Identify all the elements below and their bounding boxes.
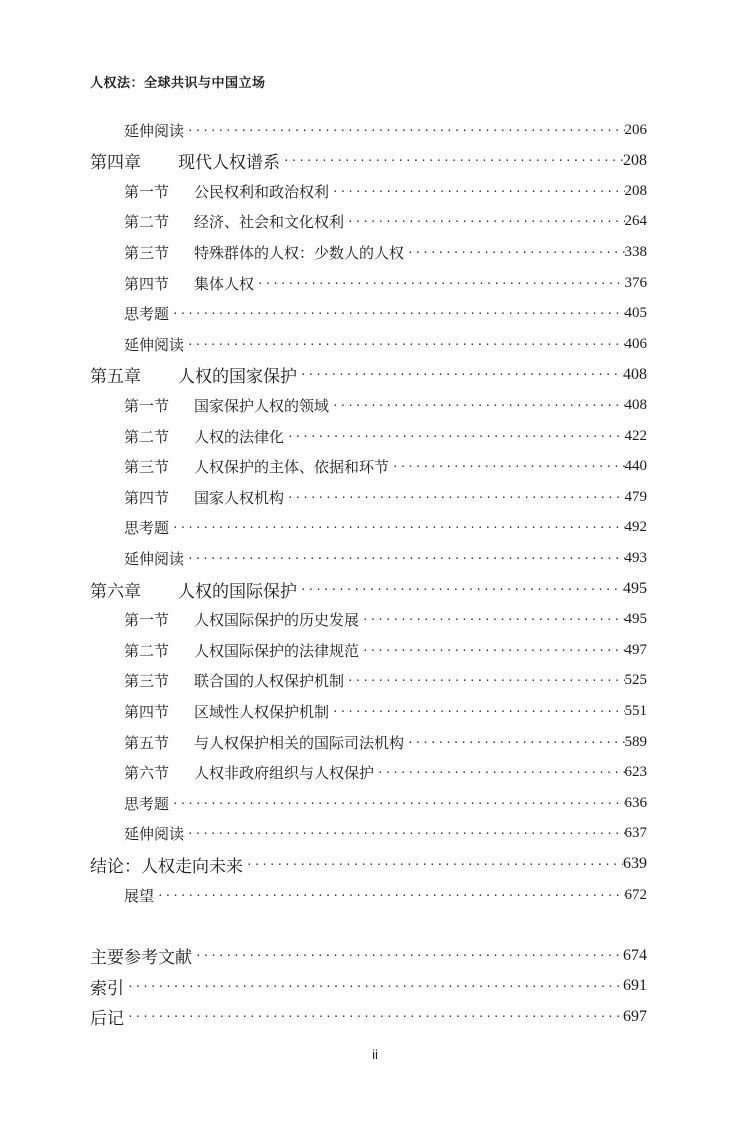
toc-entry-text: 特殊群体的人权：少数人的人权 xyxy=(194,243,405,262)
toc-page-number: 440 xyxy=(624,458,647,475)
dot-leader xyxy=(184,124,624,137)
page-number: ii xyxy=(372,1047,378,1062)
toc-entry-text: 国家保护人权的领域 xyxy=(194,396,330,415)
toc-entry-number: 第二节 xyxy=(124,641,170,660)
toc-entry-text: 思考题 xyxy=(124,794,170,813)
dot-leader xyxy=(169,521,624,534)
toc-page-number: 406 xyxy=(624,335,647,352)
toc-entry-title xyxy=(124,487,284,508)
toc-page-number: 206 xyxy=(624,121,647,138)
toc-entry-title xyxy=(124,793,169,814)
toc-section-entry xyxy=(124,482,647,512)
toc-entry-title xyxy=(124,456,389,477)
toc-entry-text: 延伸阅读 xyxy=(124,121,185,140)
toc-entry-title xyxy=(90,1004,124,1029)
toc-entry-title xyxy=(90,362,297,387)
toc-page-number: 495 xyxy=(623,580,647,597)
toc-entry-number: 第一节 xyxy=(124,611,170,630)
toc-chapter-entry xyxy=(90,849,647,879)
dot-leader xyxy=(359,613,624,626)
toc-entry-number: 第二节 xyxy=(124,427,170,446)
toc-entry-title xyxy=(124,517,169,538)
toc-section-entry xyxy=(124,207,647,237)
toc-page-number: 551 xyxy=(624,702,647,719)
toc-entry-title xyxy=(124,732,404,753)
toc-section-entry xyxy=(124,605,647,635)
toc-section-entry xyxy=(124,819,647,849)
toc-entry-title xyxy=(124,885,154,906)
toc-entry-number: 第三节 xyxy=(124,672,170,691)
toc-entry-title xyxy=(90,943,192,968)
toc-section-entry xyxy=(124,696,647,726)
toc-entry-title xyxy=(90,974,124,999)
toc-page-number: 264 xyxy=(624,213,647,230)
toc-page-number: 636 xyxy=(624,794,647,811)
toc-entry-title xyxy=(124,120,184,141)
dot-leader xyxy=(284,491,624,504)
dot-leader xyxy=(329,705,624,718)
toc-section-entry xyxy=(124,635,647,665)
toc-entry-text: 公民权利和政治权利 xyxy=(194,182,330,201)
toc-section-entry xyxy=(124,299,647,329)
dot-leader xyxy=(389,460,624,473)
dot-leader xyxy=(169,797,624,810)
toc-entry-title xyxy=(124,762,374,783)
toc-entry-title xyxy=(90,148,280,173)
dot-leader xyxy=(280,154,623,167)
dot-leader xyxy=(404,246,624,259)
toc-section-entry xyxy=(124,513,647,543)
toc-entry-number: 第四节 xyxy=(124,274,170,293)
dot-leader xyxy=(374,766,624,779)
toc-entry-title xyxy=(124,548,184,569)
toc-entry-title xyxy=(124,609,359,630)
toc-entry-text: 延伸阅读 xyxy=(124,549,185,568)
toc-entry-title xyxy=(124,823,184,844)
toc-page-number: 408 xyxy=(623,365,647,383)
dot-leader xyxy=(184,338,624,351)
toc-section-entry xyxy=(124,390,647,420)
toc-page-number: 495 xyxy=(624,611,647,628)
toc-entry-text: 展望 xyxy=(124,886,155,905)
dot-leader xyxy=(184,552,624,565)
toc-entry-text: 后记 xyxy=(90,1009,124,1030)
dot-leader xyxy=(184,827,624,840)
toc-entry-number: 第四节 xyxy=(124,488,170,507)
toc-entry-title xyxy=(90,577,297,602)
toc-entry-text: 人权国际保护的法律规范 xyxy=(194,641,360,660)
toc-entry-title xyxy=(124,334,184,355)
toc-page-number: 208 xyxy=(624,182,647,199)
toc-entry-text: 延伸阅读 xyxy=(124,335,185,354)
toc-entry-number: 第四章 xyxy=(90,153,141,174)
toc-section-entry xyxy=(124,237,647,267)
toc-page-number: 376 xyxy=(624,274,647,291)
toc-entry-text: 人权的国家保护 xyxy=(178,367,297,388)
toc-entry-text: 主要参考文献 xyxy=(90,948,192,969)
dot-leader xyxy=(297,368,623,381)
toc-entry-number: 第三节 xyxy=(124,243,170,262)
toc-section-entry xyxy=(124,666,647,696)
dot-leader xyxy=(124,980,623,993)
toc-section-entry xyxy=(124,543,647,573)
toc-entry-title xyxy=(124,242,404,263)
toc-section-entry xyxy=(124,329,647,359)
toc-entry-number: 第四节 xyxy=(124,702,170,721)
toc-entry-title xyxy=(124,395,329,416)
toc-entry-text: 索引 xyxy=(90,978,124,999)
toc-section-entry xyxy=(124,421,647,451)
toc-page-number: 637 xyxy=(624,825,647,842)
toc-page-number: 408 xyxy=(624,396,647,413)
dot-leader xyxy=(329,399,624,412)
dot-leader xyxy=(284,430,624,443)
toc-chapter-entry xyxy=(90,574,647,604)
toc-entry-text: 现代人权谱系 xyxy=(178,153,280,174)
toc-entry-text: 区域性人权保护机制 xyxy=(194,702,330,721)
toc-entry-title xyxy=(124,211,344,232)
toc-entry-text: 与人权保护相关的国际司法机构 xyxy=(194,733,405,752)
toc-entry-number: 第五章 xyxy=(90,367,141,388)
toc-entry-text: 人权的法律化 xyxy=(194,427,285,446)
toc-entry-text: 结论：人权走向未来 xyxy=(90,856,243,877)
toc-entry-number: 第一节 xyxy=(124,182,170,201)
toc-page-number: 479 xyxy=(624,488,647,505)
toc-section-entry xyxy=(124,452,647,482)
toc-entry-title xyxy=(124,670,344,691)
toc-entry-text: 经济、社会和文化权利 xyxy=(194,213,345,232)
toc-section-entry xyxy=(124,115,647,145)
toc-page-number: 338 xyxy=(624,243,647,260)
toc-entry-title xyxy=(124,273,254,294)
toc-entry-number: 第六章 xyxy=(90,581,141,602)
toc-entry-text: 人权的国际保护 xyxy=(178,581,297,602)
dot-leader xyxy=(404,736,624,749)
toc-section-entry xyxy=(124,176,647,206)
dot-leader xyxy=(359,644,624,657)
toc-page-number: 208 xyxy=(623,151,647,169)
toc-entry-text: 人权国际保护的历史发展 xyxy=(194,611,360,630)
toc-entry-number: 第二节 xyxy=(124,213,170,232)
toc-entry-title xyxy=(124,640,359,661)
toc-page-number: 589 xyxy=(624,733,647,750)
toc-backmatter-entry xyxy=(90,1002,647,1032)
toc-section-entry xyxy=(124,788,647,818)
toc-entry-text: 集体人权 xyxy=(194,274,255,293)
toc-chapter-entry xyxy=(90,360,647,390)
toc-entry-text: 思考题 xyxy=(124,519,170,538)
toc-entry-title xyxy=(124,303,169,324)
toc-entry-title xyxy=(124,701,329,722)
toc-entry-title xyxy=(90,852,243,877)
toc-entry-title xyxy=(124,426,284,447)
dot-leader xyxy=(192,949,623,962)
dot-leader xyxy=(344,215,624,228)
toc-page-number: 691 xyxy=(623,977,647,995)
toc-section-entry xyxy=(124,880,647,910)
toc-entry-text: 思考题 xyxy=(124,305,170,324)
toc-entry-text: 人权保护的主体、依据和环节 xyxy=(194,458,390,477)
toc-entry-number: 第一节 xyxy=(124,396,170,415)
toc-entry-title xyxy=(124,181,329,202)
toc-entry-text: 国家人权机构 xyxy=(194,488,285,507)
toc-section-entry xyxy=(124,268,647,298)
toc-page-number: 623 xyxy=(624,764,647,781)
toc-page-number: 422 xyxy=(624,427,647,444)
toc-page-number: 672 xyxy=(624,886,647,903)
running-head: 人权法：全球共识与中国立场 xyxy=(90,76,266,91)
toc-page-number: 492 xyxy=(624,519,647,536)
toc-section-entry xyxy=(124,758,647,788)
toc-page-number: 493 xyxy=(624,549,647,566)
dot-leader xyxy=(297,583,623,596)
dot-leader xyxy=(169,307,624,320)
toc-backmatter-entry xyxy=(90,941,647,971)
toc-entry-number: 第六节 xyxy=(124,764,170,783)
dot-leader xyxy=(344,674,624,687)
dot-leader xyxy=(254,277,624,290)
toc-entry-number: 第三节 xyxy=(124,458,170,477)
toc-page-number: 674 xyxy=(623,946,647,964)
toc-chapter-entry xyxy=(90,146,647,176)
dot-leader xyxy=(154,889,624,902)
toc-entry-text: 人权非政府组织与人权保护 xyxy=(194,764,375,783)
toc-page-number: 525 xyxy=(624,672,647,689)
toc-section-entry xyxy=(124,727,647,757)
dot-leader xyxy=(124,1010,623,1023)
toc-entry-text: 联合国的人权保护机制 xyxy=(194,672,345,691)
dot-leader xyxy=(329,185,624,198)
dot-leader xyxy=(243,858,623,871)
toc-page-number: 405 xyxy=(624,305,647,322)
toc-backmatter-entry xyxy=(90,971,647,1001)
toc-page-number: 639 xyxy=(623,855,647,873)
toc-entry-number: 第五节 xyxy=(124,733,170,752)
toc-entry-text: 延伸阅读 xyxy=(124,825,185,844)
toc-page-number: 497 xyxy=(624,641,647,658)
toc-page-number: 697 xyxy=(623,1007,647,1025)
